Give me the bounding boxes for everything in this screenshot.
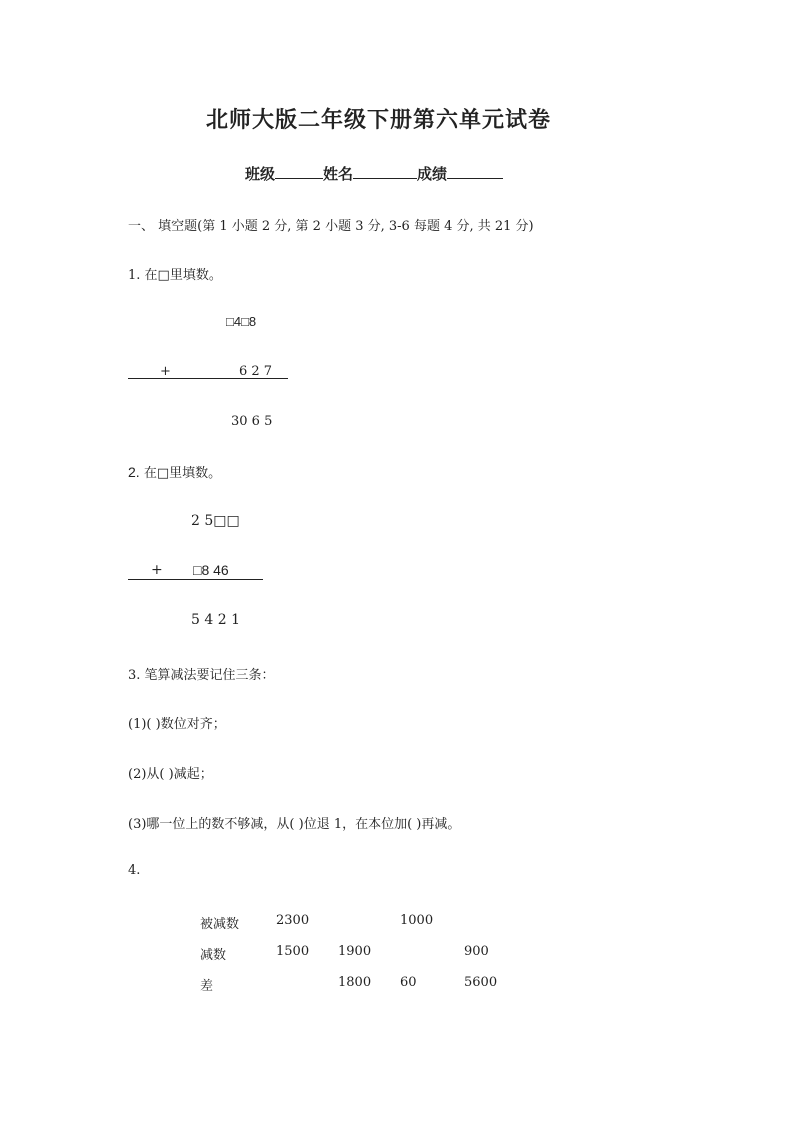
table-cell: 1000 — [400, 913, 434, 928]
question-1-line2: 6 2 7 — [239, 364, 273, 379]
question-1-line1: □4□8 — [226, 314, 257, 329]
page-title: 北师大版二年级下册第六单元试卷 — [205, 107, 551, 133]
name-blank[interactable] — [353, 164, 417, 179]
table-row-label-minuend: 被减数 — [200, 917, 240, 932]
question-2-result: 5 4 2 1 — [191, 612, 240, 628]
question-2-line1: 2 5□□ — [191, 513, 240, 529]
question-1-result: 30 6 5 — [231, 414, 273, 429]
question-2-prompt — [128, 462, 221, 481]
table-cell: 5600 — [464, 975, 498, 990]
section-heading: 一、 填空题(第 1 小题 2 分, 第 2 小题 3 分, 3-6 每题 4 分, 共 21 分) — [128, 219, 534, 234]
name-label: 姓名 — [323, 165, 354, 183]
student-info-line — [245, 163, 503, 184]
table-row-label-difference: 差 — [200, 979, 214, 994]
question-3-prompt: 3. 笔算减法要记住三条： — [128, 668, 275, 683]
table-cell: 1900 — [338, 944, 372, 959]
question-2-number: 2. — [128, 464, 140, 480]
question-1-sum-line — [128, 378, 288, 379]
question-2-plus: + — [151, 562, 163, 578]
question-3-item-1: (1)( )数位对齐； — [128, 717, 226, 732]
question-2-text: 在□里填数。 — [143, 466, 222, 481]
table-cell: 60 — [400, 975, 417, 990]
score-blank[interactable] — [447, 164, 503, 179]
question-3-item-3: (3)哪一位上的数不够减，从( )位退 1，在本位加( )再减。 — [128, 817, 461, 832]
class-blank[interactable] — [275, 164, 323, 179]
question-2-sum-line — [128, 579, 263, 580]
table-row-label-subtrahend: 减数 — [200, 948, 227, 963]
table-cell: 1500 — [276, 944, 310, 959]
score-label: 成绩 — [417, 165, 448, 183]
question-1-plus: + — [160, 364, 171, 379]
question-2-line2: □8 46 — [193, 562, 229, 578]
table-cell: 900 — [464, 944, 489, 959]
class-label: 班级 — [245, 165, 276, 183]
table-cell: 2300 — [276, 913, 310, 928]
table-cell: 1800 — [338, 975, 372, 990]
question-1-prompt: 1. 在□里填数。 — [128, 268, 222, 283]
question-3-item-2: (2)从( )减起； — [128, 767, 213, 782]
question-4-prompt: 4. — [128, 863, 141, 878]
